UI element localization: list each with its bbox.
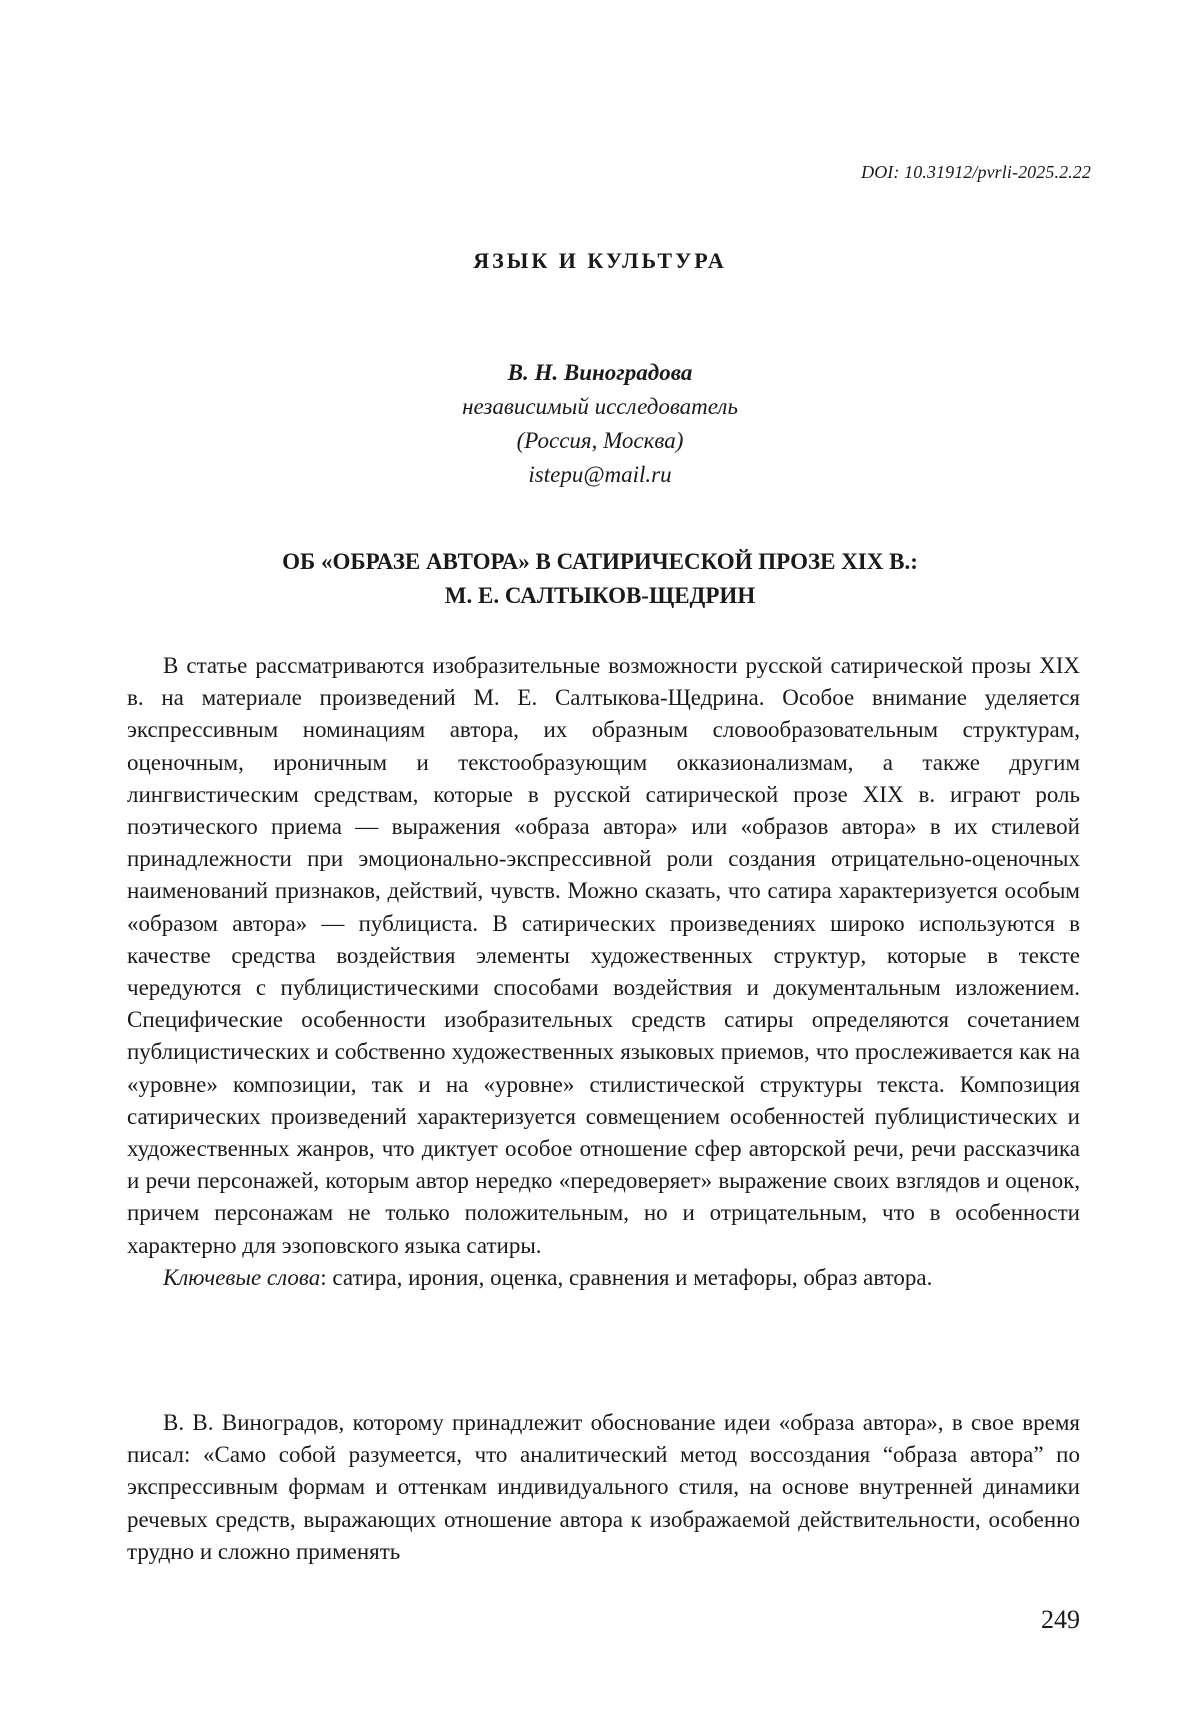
section-title: ЯЗЫК И КУЛЬТУРА: [473, 248, 727, 273]
keywords-text: : сатира, ирония, оценка, сравнения и метафоры, образ автора.: [320, 1264, 933, 1290]
author-name: В. Н. Виноградова: [507, 360, 693, 385]
author-location: (Россия, Москва): [516, 428, 684, 453]
abstract: [127, 650, 1080, 1294]
article-title: [0, 545, 1200, 613]
author-email: istepu@mail.ru: [528, 462, 672, 487]
keywords: [127, 1262, 1080, 1294]
keywords-label: Ключевые слова: [163, 1264, 321, 1290]
author-affiliation: независимый исследователь: [462, 394, 738, 419]
abstract-text: В статье рассматриваются изобразительные возможности русской сатирической прозы XIX в. на материале произведений М. Е. Салтыкова-Щедрина. Особое внимание уделяется экспрессивным номинациям автора, их образным словообразовательным структурам, оценочным, ироничным и текстообразующим окказионализмам, а также другим лингвистическим средствам, которые в русской сатирической прозе XIX в. играют роль поэтического приема — выражения «образа автора» или «образов автора» в их стилевой принадлежности при эмоционально-экспрессивной роли создания отрицательно-оценочных наименований признаков, действий, чувств. Можно сказать, что сатира характеризуется особым «образом автора» — публициста. В сатирических произведениях широко используются в качестве средства воздействия элементы художественных структур, которые в тексте чередуются с публицистическими способами воздействия и документальным изложением. Специфические особенности изобразительных средств сатиры определяются сочетанием публицистических и собственно художественных языковых приемов, что прослеживается как на «уровне» композиции, так и на «уровне» стилистической структуры текста. Композиция сатирических произведений характеризуется совмещением особенностей публицистических и художественных жанров, что диктует особое отношение сфер авторской речи, речи рассказчика и речи персонажей, которым автор нередко «передоверяет» выражение своих взглядов и оценок, причем персонажам не только положительным, но и отрицательным, что в особенности характерно для эзоповского языка сатиры.: [127, 653, 1080, 1258]
doi-label: DOI: 10.31912/pvrli-2025.2.22: [861, 162, 1091, 182]
body-paragraph: В. В. Виноградов, которому принадлежит обоснование идеи «образа автора», в свое время писал: «Само собой разумеется, что аналитический метод воссоздания “образа автора” по экспрессивным формам и оттенкам индивидуального стиля, на основе внутренней динамики речевых средств, выражающих отношение автора к изображаемой действительности, особенно трудно и сложно применять: [127, 1410, 1080, 1564]
main-text: [127, 1407, 1080, 1568]
article-title-line2: М. Е. САЛТЫКОВ-ЩЕДРИН: [444, 583, 756, 608]
page-number: 249: [1041, 1605, 1080, 1634]
author-block: [0, 356, 1200, 492]
article-title-line1: ОБ «ОБРАЗЕ АВТОРА» В САТИРИЧЕСКОЙ ПРОЗЕ XIX В.:: [282, 549, 918, 574]
